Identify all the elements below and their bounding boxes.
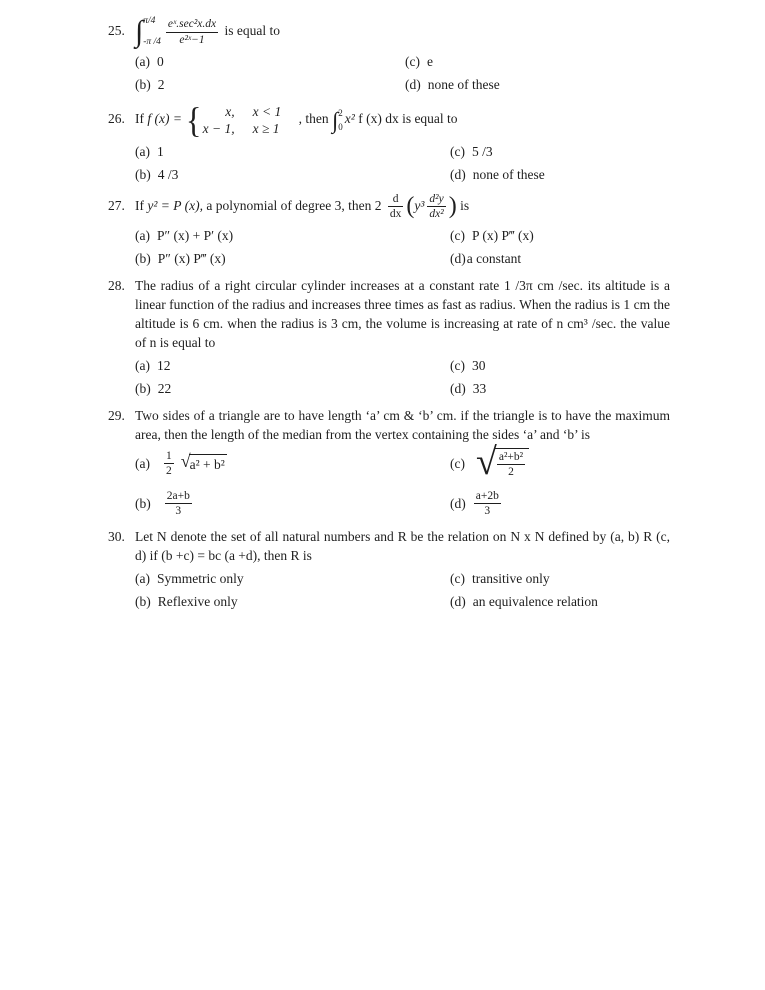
option-26c-text: 5 /3 [471, 144, 493, 159]
square-root [475, 440, 529, 483]
option-25b-text: 2 [157, 77, 165, 92]
open-paren: ( [406, 192, 415, 219]
close-paren: ) [448, 192, 457, 219]
question-26-number: 26. [108, 111, 125, 127]
function-definition: f (x) = [147, 111, 182, 127]
option-25c-label: (c) [405, 54, 420, 69]
option-30b [135, 592, 450, 611]
integral-upper-limit: π/4 [143, 16, 156, 26]
question-28 [108, 276, 670, 398]
case-2-value: x − 1, [202, 121, 235, 136]
option-30c-label: (c) [450, 570, 465, 586]
fraction-numerator: d [392, 193, 399, 205]
integral-symbol [135, 16, 161, 48]
option-30a-text: Symmetric only [156, 570, 244, 586]
question-25 [108, 16, 670, 94]
question-27-lead2: a polynomial of degree 3, then 2 [206, 197, 382, 213]
radicand-fraction [497, 450, 525, 480]
option-fraction [474, 489, 501, 519]
polynomial-equation: y² = P (x), [147, 197, 204, 213]
option-26d [450, 165, 670, 184]
question-29 [108, 406, 670, 519]
option-27b [135, 249, 450, 268]
integral-lower-limit: -π /4 [143, 36, 161, 47]
option-26b [135, 165, 450, 184]
integral-lower-limit: 0 [338, 121, 343, 132]
question-26-mid: , then [298, 111, 329, 127]
option-29b [135, 489, 450, 519]
option-30d-label: (d) [450, 593, 466, 609]
case-2-condition: x ≥ 1 [252, 121, 280, 136]
option-25a-text: 0 [156, 54, 164, 69]
question-27-lead: If [135, 197, 144, 213]
option-29a [135, 448, 450, 480]
question-26-lead: If [135, 111, 144, 127]
option-30d-text: an equivalence relation [472, 593, 598, 609]
derivative-operator-fraction [388, 192, 404, 222]
option-fraction [165, 489, 192, 519]
fraction-denominator: 2 [165, 465, 172, 478]
fraction-numerator: d²y [429, 193, 444, 205]
option-30b-text: Reflexive only [157, 593, 238, 609]
fraction-numerator: 2a+b [166, 489, 190, 502]
option-28a-text: 12 [156, 357, 171, 373]
option-25c [405, 52, 670, 71]
half-fraction [164, 449, 174, 479]
option-27d-label: (d) [450, 250, 466, 266]
option-27a-text: P″ (x) + P′ (x) [156, 227, 234, 243]
fraction-numerator: a²+b² [498, 450, 524, 463]
integral-limits [338, 108, 343, 133]
question-27 [108, 192, 670, 268]
option-27c-label: (c) [450, 227, 465, 243]
case-1-value: x, [225, 104, 235, 119]
option-29c-label: (c) [450, 456, 465, 472]
question-25-options [135, 52, 670, 94]
option-27c-text: P (x) P‴ (x) [471, 227, 534, 243]
fraction-denominator: 3 [474, 503, 501, 518]
option-25c-text: e [426, 54, 433, 69]
integral-limits [143, 16, 161, 48]
radicand: a² + b² [189, 454, 227, 474]
question-28-options [135, 356, 670, 398]
option-29b-label: (b) [135, 496, 151, 512]
question-29-stem: Two sides of a triangle are to have length ‘a’ cm & ‘b’ cm. if the triangle is to have the maximum area, then the length of the median from the vertex containing the sides ‘a’ and ‘b’ is [135, 407, 670, 442]
option-27d [450, 249, 670, 268]
fraction-denominator: dx [389, 208, 402, 221]
integral-glyph: ∫ [135, 15, 144, 48]
radical-glyph: √ [180, 450, 191, 471]
radical-glyph: √ [475, 440, 497, 483]
fraction-numerator: eˣ.sec²x.dx [167, 18, 217, 31]
option-27a-label: (a) [135, 227, 150, 243]
question-26-stem [135, 102, 670, 138]
fraction-numerator: 1 [165, 449, 172, 462]
option-28d-label: (d) [450, 380, 466, 396]
option-28b-label: (b) [135, 380, 151, 396]
option-26d-label: (d) [450, 167, 466, 182]
question-30-number: 30. [108, 528, 125, 544]
case-1-condition: x < 1 [252, 104, 282, 119]
question-27-number: 27. [108, 197, 125, 213]
option-30a-label: (a) [135, 570, 150, 586]
question-28-number: 28. [108, 277, 125, 293]
question-29-options [135, 440, 670, 519]
option-26a-text: 1 [156, 144, 164, 159]
option-28d-text: 33 [472, 380, 487, 396]
option-29d-label: (d) [450, 496, 466, 512]
option-28b [135, 379, 450, 398]
integrand-term: x² [344, 111, 355, 127]
option-27c [450, 226, 670, 245]
option-28c-label: (c) [450, 357, 465, 373]
integral-glyph: ∫ [331, 107, 339, 133]
y-cubed-term: y³ [414, 197, 425, 213]
question-26-tail: f (x) dx is equal to [358, 111, 458, 127]
piecewise-cases [203, 103, 282, 137]
option-26c-label: (c) [450, 144, 465, 159]
fraction-numerator: a+2b [475, 489, 499, 502]
fraction-denominator: e²ˣ−1 [166, 32, 218, 47]
option-26b-label: (b) [135, 167, 151, 182]
option-30d [450, 592, 670, 611]
question-28-stem: The radius of a right circular cylinder increases at a constant rate 1 /3π cm /sec. its altitude is a linear function of the radius and increases three times as fast as radius. When the radius is 1 cm the altitude is 6 cm. when the radius is 3 cm, the volume is increasing at rate of n cm³ /sec. the value of n is equal to [135, 277, 670, 350]
second-derivative-fraction [427, 192, 445, 222]
fraction-denominator: 3 [165, 503, 192, 518]
option-28c [450, 356, 670, 375]
option-25b [135, 75, 405, 94]
option-26b-text: 4 /3 [157, 167, 179, 182]
option-29a-label: (a) [135, 456, 150, 472]
option-26a [135, 142, 450, 161]
question-30-stem: Let N denote the set of all natural numbers and R be the relation on N x N defined by (a, b) R (c, d) if (b +c) = bc (a +d), then R is [135, 528, 670, 563]
square-root [180, 450, 227, 474]
option-25d-label: (d) [405, 77, 421, 92]
integrand-fraction [166, 17, 218, 47]
option-26c [450, 142, 670, 161]
option-28b-text: 22 [157, 380, 172, 396]
option-27b-label: (b) [135, 250, 151, 266]
integral-symbol [332, 108, 343, 133]
option-25d-text: none of these [427, 77, 500, 92]
option-27a [135, 226, 450, 245]
question-27-stem [135, 192, 670, 222]
question-27-options [135, 226, 670, 268]
question-27-tail: is [460, 197, 470, 213]
question-25-tail: is equal to [224, 23, 280, 39]
option-29d [450, 489, 670, 519]
option-28d [450, 379, 670, 398]
option-25a [135, 52, 405, 71]
question-26 [108, 102, 670, 184]
option-28a-label: (a) [135, 357, 150, 373]
option-28a [135, 356, 450, 375]
option-30b-label: (b) [135, 593, 151, 609]
question-25-stem [135, 16, 670, 48]
option-29c [450, 440, 670, 483]
option-30c [450, 569, 670, 588]
option-25d [405, 75, 670, 94]
option-25b-label: (b) [135, 77, 151, 92]
option-26d-text: none of these [472, 167, 545, 182]
radicand [494, 448, 529, 480]
option-30a [135, 569, 450, 588]
integral-upper-limit: 2 [338, 107, 343, 118]
option-28c-text: 30 [471, 357, 486, 373]
option-27b-text: P″ (x) P‴ (x) [157, 250, 226, 266]
question-30-options [135, 569, 670, 611]
option-27d-text: a constant [466, 250, 522, 266]
option-26a-label: (a) [135, 144, 150, 159]
piecewise-brace: { [186, 100, 202, 140]
option-30c-text: transitive only [471, 570, 550, 586]
fraction-denominator: dx² [429, 208, 444, 221]
question-30 [108, 527, 670, 611]
option-25a-label: (a) [135, 54, 150, 69]
fraction-denominator: 2 [497, 464, 525, 479]
question-25-number: 25. [108, 23, 125, 39]
question-26-options [135, 142, 670, 184]
question-29-number: 29. [108, 407, 125, 423]
